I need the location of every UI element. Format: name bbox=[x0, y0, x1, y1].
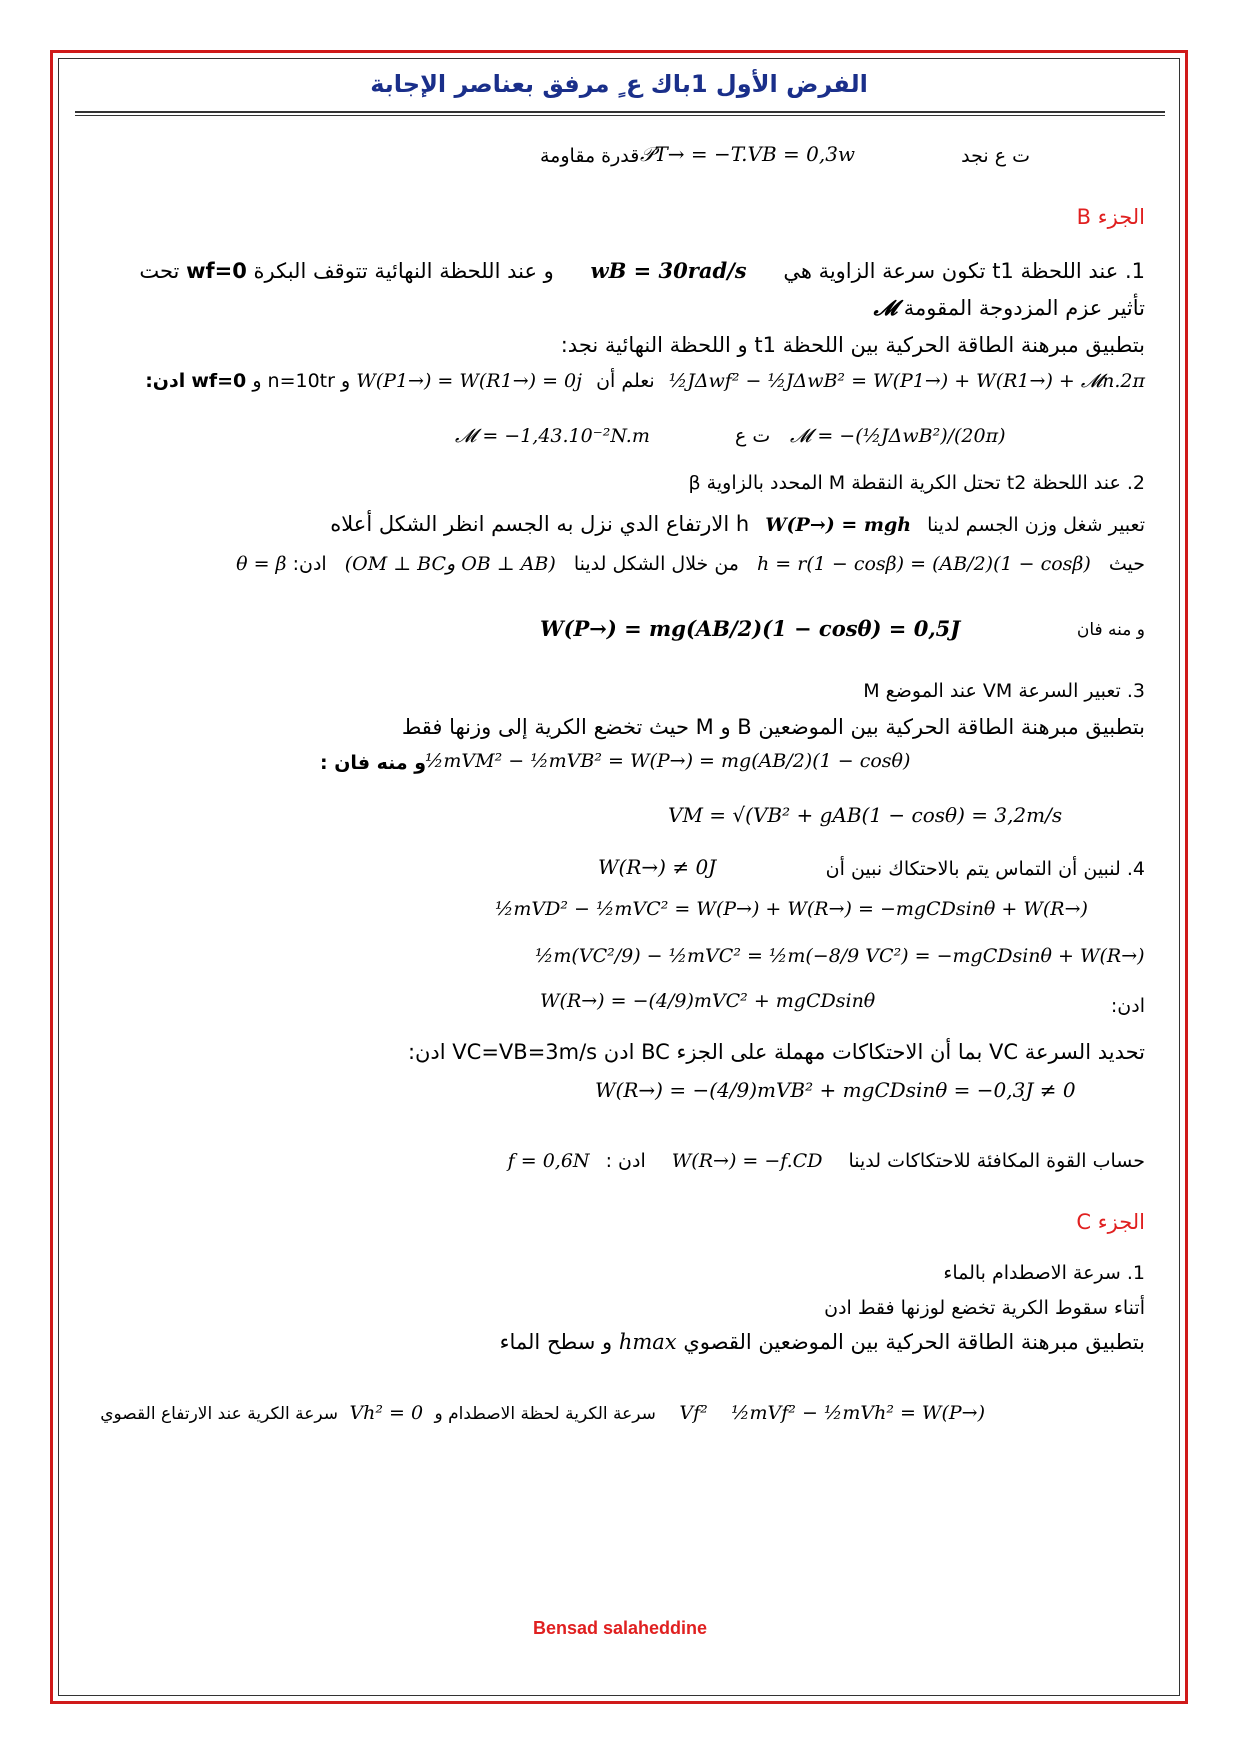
q2-line3-formula3: θ = β bbox=[236, 553, 287, 575]
partB-q3-line1: 3. تعبير السرعة VM عند الموضع M bbox=[863, 680, 1145, 702]
partC-q1-line4 bbox=[100, 1402, 985, 1424]
q1-eq2-result: 𝓜 = −1,43.10⁻²N.m bbox=[455, 425, 650, 447]
q1-eq1-bold: wf=0 bbox=[191, 370, 247, 392]
q2-line3-text3: ادن: bbox=[292, 553, 327, 575]
c1-line4-text2: سرعة الكرية عند الارتفاع القصوي bbox=[100, 1404, 339, 1424]
partC-q1-line1: 1. سرعة الاصطدام بالماء bbox=[943, 1262, 1145, 1284]
q4-eq1: ½mVD² − ½mVC² = W(P→) + W(R→) = −mgCDsinθ + W(R→) bbox=[495, 898, 1088, 920]
q1-line2-symbol: 𝓜 bbox=[873, 295, 898, 320]
partB-q1-eq1 bbox=[145, 370, 1145, 392]
partB-q2-line2 bbox=[330, 512, 1145, 536]
q1-line1-text: 1. عند اللحظة t1 تكون سرعة الزاوية هي bbox=[783, 259, 1145, 283]
intro-prefix: ت ع نجد bbox=[961, 145, 1030, 167]
q4-eq3: W(R→) = −(4/9)mVC² + mgCDsinθ bbox=[540, 990, 876, 1012]
footer-author: Bensad salaheddine bbox=[532, 1618, 708, 1638]
q2-line2-formula: W(P→) = mgh bbox=[765, 514, 912, 536]
q1-eq1-text: نعلم أن bbox=[596, 370, 655, 392]
partB-q3-line2: بتطبيق مبرهنة الطاقة الحركية بين الموضعين B و M حيث تخضع الكرية إلى وزنها فقط bbox=[401, 715, 1145, 739]
q4-eq4: W(R→) = −(4/9)mVB² + mgCDsinθ = −0,3J ≠ 0 bbox=[595, 1078, 1076, 1102]
q2-line4-formula: W(P→) = mg(AB/2)(1 − cosθ) = 0,5J bbox=[540, 616, 961, 641]
q1-eq2-formula: 𝓜 = −(½JΔwB²)/(20π) bbox=[790, 425, 1006, 447]
q4-line3-text2: ادن : bbox=[605, 1150, 646, 1172]
q4-eq3-text: ادن: bbox=[1110, 995, 1145, 1017]
partC-q1-line2: أتناء سقوط الكرية تخضع لوزنها فقط ادن bbox=[824, 1297, 1145, 1319]
q4-line1-formula: W(R→) ≠ 0J bbox=[598, 855, 717, 879]
q4-line3-result: f = 0,6N bbox=[507, 1150, 590, 1172]
c1-line4-formula: ½mVf² − ½mVh² = W(P→) bbox=[731, 1402, 985, 1424]
partB-q4-line3 bbox=[508, 1150, 1145, 1172]
q4-line3-formula: W(R→) = −f.CD bbox=[671, 1150, 823, 1172]
c1-line4-text: سرعة الكرية لحظة الاصطدام و bbox=[434, 1404, 656, 1424]
q4-eq2: ½m(VC²/9) − ½mVC² = ½m(−8/9 VC²) = −mgCDsinθ + W(R→) bbox=[535, 945, 1145, 967]
q1-line2-text: تأثير عزم المزدوجة المقومة bbox=[903, 296, 1145, 320]
partB-q1-line1 bbox=[139, 258, 1145, 283]
q1-eq1-formula2: W(P1→) = W(R1→) = 0j bbox=[356, 370, 583, 392]
q1-eq2-text: ت ع bbox=[735, 425, 771, 447]
q1-line1-formula: wB = 30rad/s bbox=[590, 258, 747, 283]
c1-line3-formula: hmax bbox=[618, 1330, 677, 1354]
title-divider bbox=[75, 111, 1165, 113]
c1-line4-formula2: Vf² bbox=[679, 1402, 708, 1424]
q1-line1-end: تحت bbox=[139, 259, 180, 283]
q2-line4-text: و منه فان bbox=[1076, 620, 1145, 640]
q1-line1-bold: wf=0 bbox=[186, 259, 247, 283]
q2-line3-text: حيث bbox=[1108, 553, 1145, 575]
intro-suffix: قدرة مقاومة bbox=[540, 145, 640, 167]
q2-line2-text: تعبير شغل وزن الجسم لدينا bbox=[927, 514, 1145, 536]
intro-formula: 𝒫T→ = −T.VB = 0,3w bbox=[640, 142, 856, 166]
q3-line4-formula: VM = √(VB² + gAB(1 − cosθ) = 3,2m/s bbox=[668, 803, 1063, 827]
title-divider-thin bbox=[75, 115, 1165, 116]
q2-line3-text2: من خلال الشكل لدينا bbox=[573, 553, 739, 575]
partC-heading: الجزء C bbox=[1076, 1210, 1145, 1234]
q1-eq1-text2: و n=10tr و bbox=[252, 370, 351, 392]
q2-line2-text2: h الارتفاع الدي نزل به الجسم انظر الشكل أعلاه bbox=[330, 512, 750, 536]
c1-line3-text2: و سطح الماء bbox=[499, 1330, 613, 1354]
partB-heading: الجزء B bbox=[1076, 205, 1145, 229]
q4-line1-text: 4. لنبين أن التماس يتم بالاحتكاك نبين أن bbox=[825, 858, 1145, 880]
q1-eq1-end: ادن: bbox=[145, 370, 186, 392]
q1-line1-text2: و عند اللحظة النهائية تتوقف البكرة bbox=[253, 259, 554, 283]
partB-q1-line3: بتطبيق مبرهنة الطاقة الحركية بين اللحظة t1 و اللحظة النهائية نجد: bbox=[560, 333, 1145, 357]
q3-line3-formula: ½mVM² − ½mVB² = W(P→) = mg(AB/2)(1 − cosθ) bbox=[425, 750, 911, 772]
page-title: الفرض الأول 1باك ع ٍ مرفق بعناصر الإجابة bbox=[370, 70, 868, 98]
partC-q1-line3 bbox=[500, 1330, 1145, 1354]
q2-line3-formula2: (OM ⊥ BCو OB ⊥ AB) bbox=[344, 553, 556, 575]
q3-line3-text: و منه فان : bbox=[320, 752, 427, 774]
c1-line4-formula3: Vh² = 0 bbox=[349, 1402, 424, 1424]
partB-q4-line2: تحديد السرعة VC بما أن الاحتكاكات مهملة على الجزء BC ادن VC=VB=3m/s ادن: bbox=[407, 1040, 1145, 1064]
partB-q1-line2 bbox=[874, 295, 1145, 321]
q2-line3-formula: h = r(1 − cosβ) = (AB/2)(1 − cosβ) bbox=[757, 553, 1091, 575]
partB-q2-line1: 2. عند اللحظة t2 تحتل الكرية النقطة M المحدد بالزاوية β bbox=[688, 472, 1145, 494]
q4-line3-text: حساب القوة المكافئة للاحتكاكات لدينا bbox=[848, 1150, 1145, 1172]
partB-q2-line3 bbox=[236, 553, 1145, 575]
c1-line3-text: بتطبيق مبرهنة الطاقة الحركية بين الموضعين القصوي bbox=[683, 1330, 1145, 1354]
q1-eq1-formula: ½JΔwf² − ½JΔwB² = W(P1→) + W(R1→) + 𝓜n.2π bbox=[668, 370, 1145, 392]
